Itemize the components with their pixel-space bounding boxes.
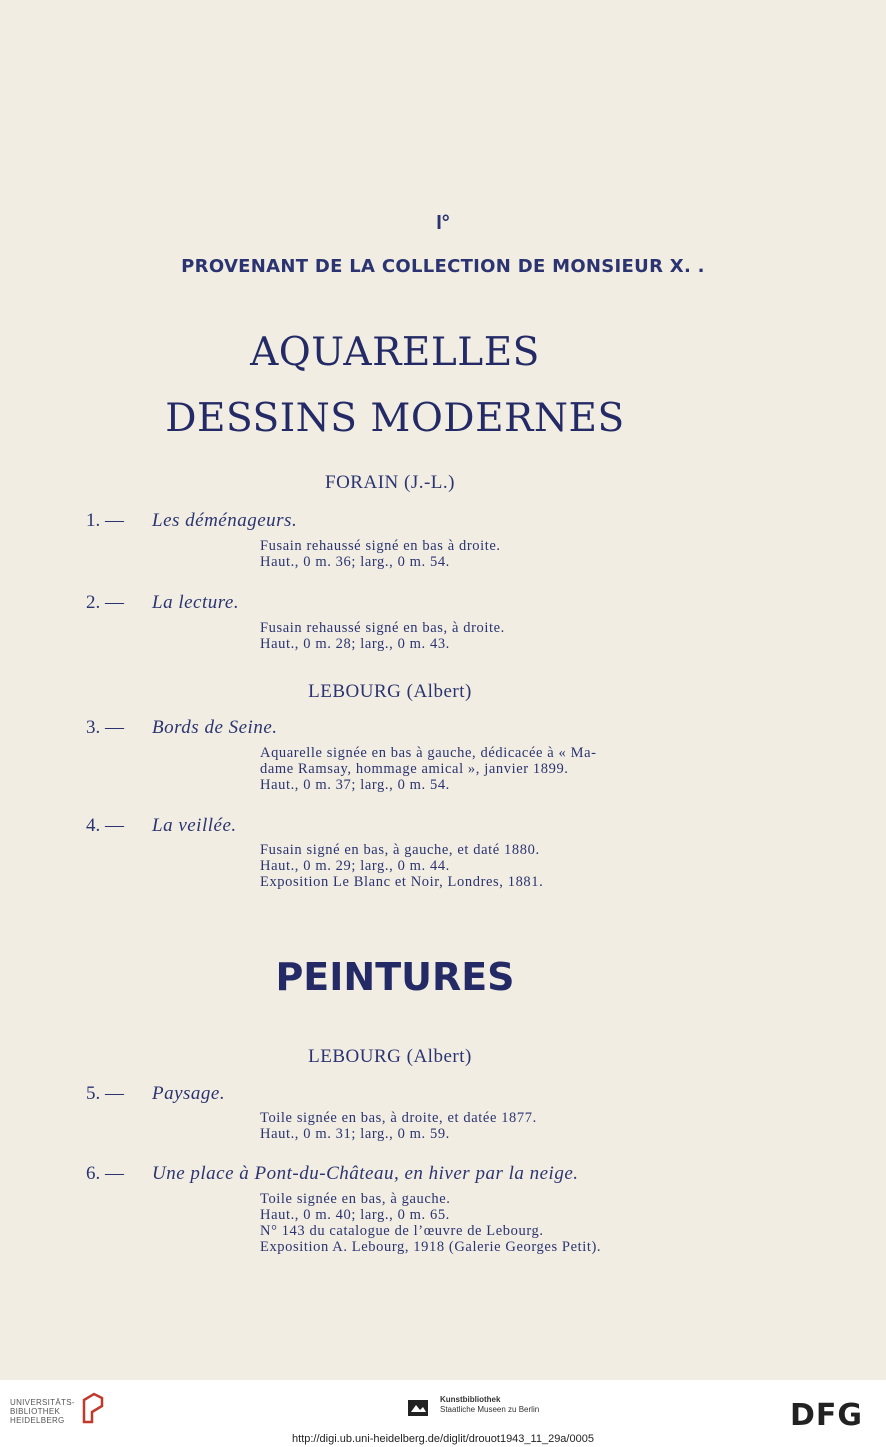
desc-line: Exposition A. Lebourg, 1918 (Galerie Georges Petit).: [260, 1239, 602, 1255]
item-5-description: [260, 1110, 537, 1142]
desc-line: Fusain rehaussé signé en bas à droite.: [260, 538, 501, 554]
item-3-description: [260, 745, 597, 793]
item-6-description: [260, 1191, 601, 1255]
item-5-number: 5. —: [86, 1083, 124, 1104]
desc-line: Aquarelle signée en bas à gauche, dédicacée à « Ma-: [260, 745, 597, 761]
kunstbibliothek-icon: [406, 1396, 430, 1420]
item-2-title: La lecture.: [152, 592, 240, 613]
heading-dessins-modernes: DESSINS MODERNES: [165, 396, 625, 441]
desc-line: Haut., 0 m. 37; larg., 0 m. 54.: [260, 777, 450, 793]
item-3-number: 3. —: [86, 717, 124, 738]
item-4-number: 4. —: [86, 815, 124, 836]
item-6-title: Une place à Pont-du-Château, en hiver par la neige.: [152, 1163, 579, 1184]
desc-line: Fusain signé en bas, à gauche, et daté 1880.: [260, 842, 540, 858]
heidelberg-library-logo[interactable]: [10, 1398, 75, 1425]
item-1-number: 1. —: [86, 510, 124, 531]
logo-text-line: BIBLIOTHEK: [10, 1407, 61, 1416]
item-1-title: Les déménageurs.: [152, 510, 298, 531]
section-number: I°: [436, 212, 450, 234]
heading-aquarelles: AQUARELLES: [250, 330, 540, 375]
desc-line: Haut., 0 m. 28; larg., 0 m. 43.: [260, 636, 450, 652]
artist-lebourg-1: LEBOURG (Albert): [308, 681, 472, 702]
desc-line: Toile signée en bas, à gauche.: [260, 1191, 451, 1207]
desc-line: Haut., 0 m. 31; larg., 0 m. 59.: [260, 1126, 450, 1142]
artist-forain: FORAIN (J.-L.): [325, 472, 455, 493]
logo-text-line: Staatliche Museen zu Berlin: [440, 1405, 540, 1414]
desc-line: Toile signée en bas, à droite, et datée 1877.: [260, 1110, 537, 1126]
item-1-description: [260, 538, 501, 570]
heading-peintures: PEINTURES: [275, 955, 515, 999]
desc-line: Haut., 0 m. 29; larg., 0 m. 44.: [260, 858, 450, 874]
desc-line: Haut., 0 m. 36; larg., 0 m. 54.: [260, 554, 450, 570]
item-5-title: Paysage.: [152, 1083, 226, 1104]
item-6-number: 6. —: [86, 1163, 124, 1184]
item-3-title: Bords de Seine.: [152, 717, 278, 738]
dfg-logo[interactable]: DFG: [790, 1398, 864, 1433]
logo-text-line: Kunstbibliothek: [440, 1395, 501, 1404]
provenance-heading: PROVENANT DE LA COLLECTION DE MONSIEUR X. .: [181, 256, 705, 277]
kunstbibliothek-logo[interactable]: [440, 1395, 539, 1415]
desc-line: Fusain rehaussé signé en bas, à droite.: [260, 620, 505, 636]
heidelberg-emblem-icon: [80, 1392, 106, 1424]
desc-line: dame Ramsay, hommage amical », janvier 1899.: [260, 761, 569, 777]
item-2-number: 2. —: [86, 592, 124, 613]
permalink-url[interactable]: http://digi.ub.uni-heidelberg.de/diglit/drouot1943_11_29a/0005: [292, 1433, 594, 1445]
item-2-description: [260, 620, 505, 652]
logo-text-line: HEIDELBERG: [10, 1416, 65, 1425]
desc-line: N° 143 du catalogue de l’œuvre de Lebourg.: [260, 1223, 544, 1239]
item-4-title: La veillée.: [152, 815, 237, 836]
artist-lebourg-2: LEBOURG (Albert): [308, 1046, 472, 1067]
desc-line: Exposition Le Blanc et Noir, Londres, 1881.: [260, 874, 544, 890]
desc-line: Haut., 0 m. 40; larg., 0 m. 65.: [260, 1207, 450, 1223]
item-4-description: [260, 842, 543, 890]
logo-text-line: UNIVERSITÄTS-: [10, 1398, 75, 1407]
